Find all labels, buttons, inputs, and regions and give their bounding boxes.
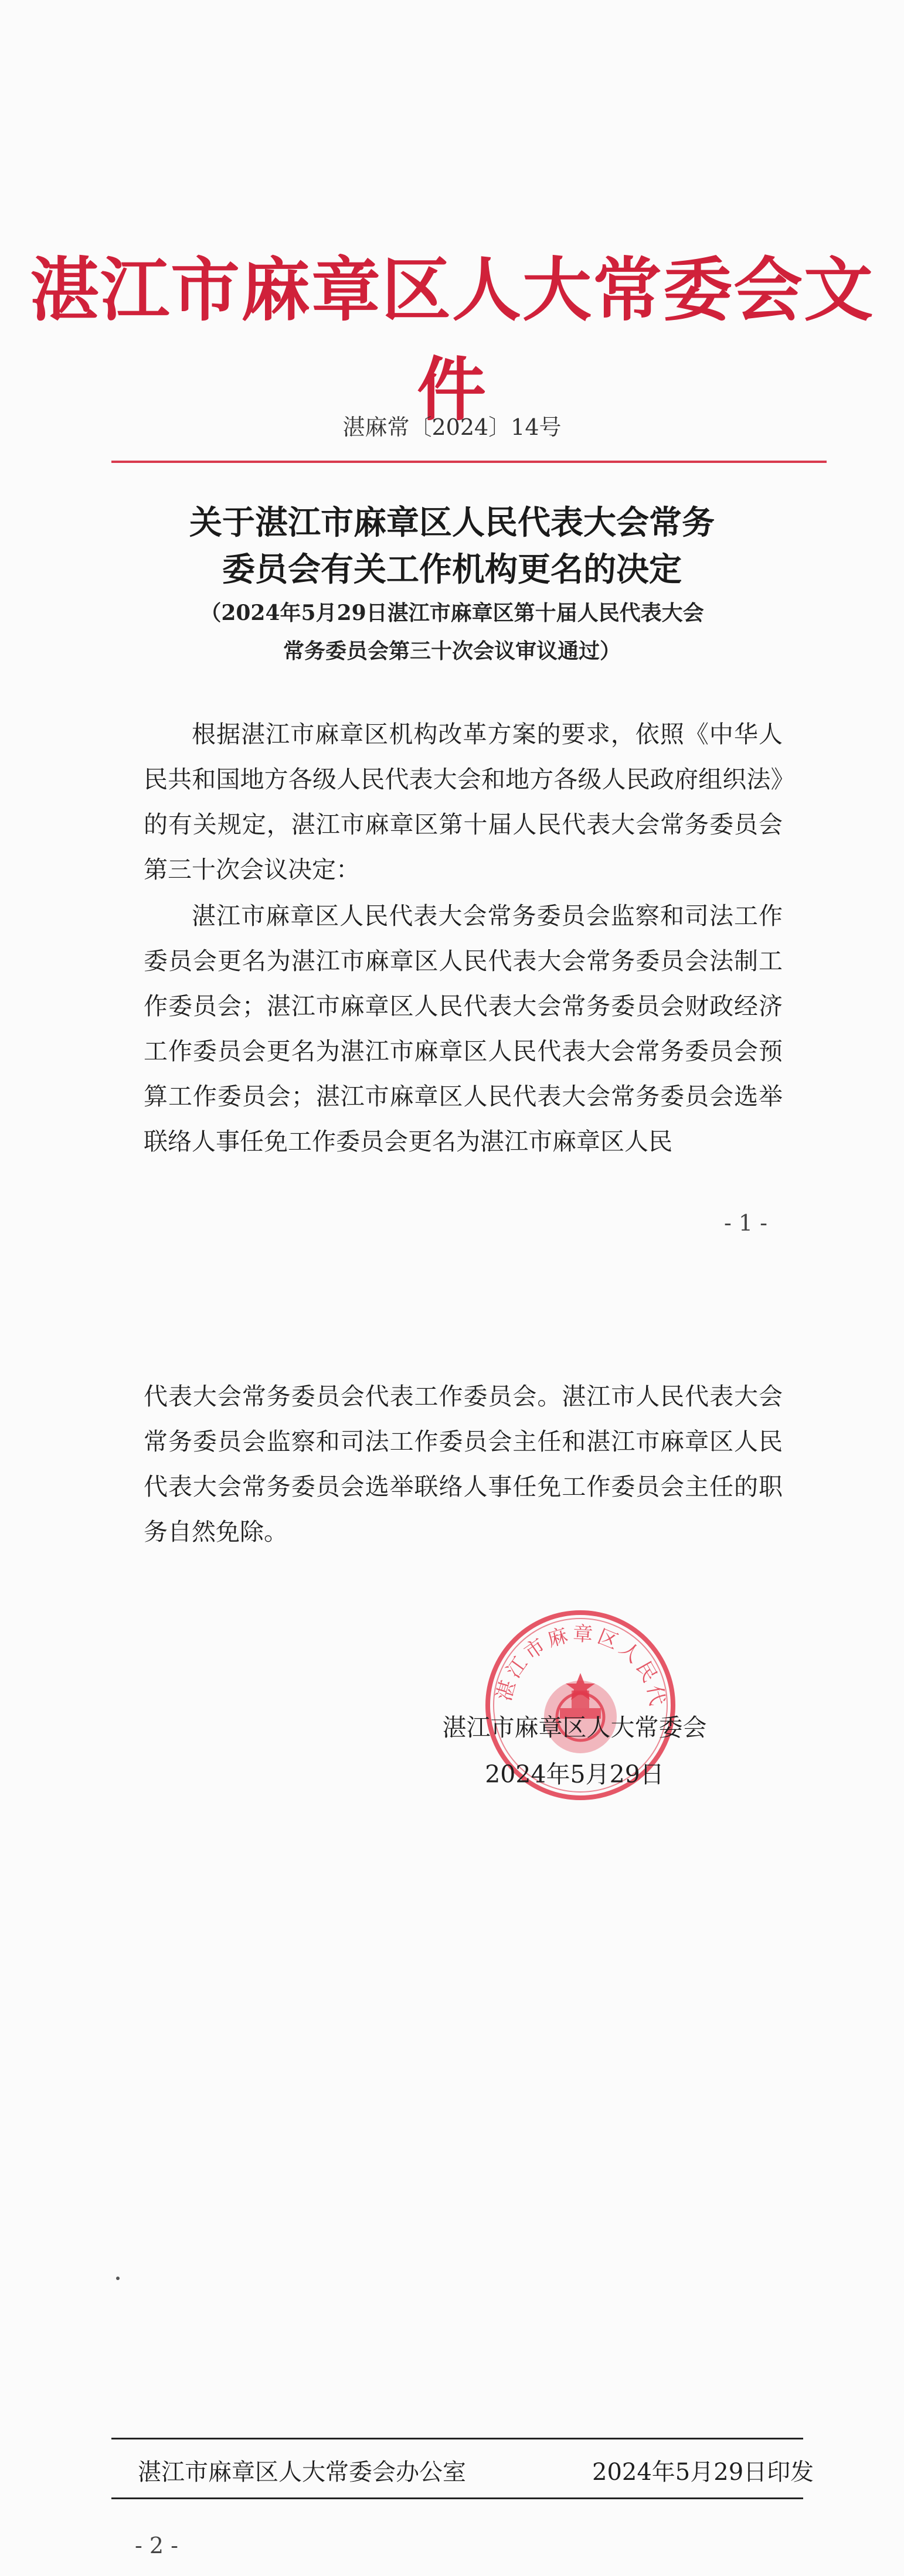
body-paragraph-2-continued: 代表大会常务委员会代表工作委员会。湛江市人民代表大会常务委员会监察和司法工作委员会主任和湛江市麻章区人民代表大会常务委员会选举联络人事任免工作委员会主任的职务自然免除。 (144, 1382, 783, 1546)
page-2 (0, 1275, 904, 2576)
page-number-1: - 1 - (724, 1210, 768, 1236)
page-1 (0, 0, 904, 1275)
signature-date: 2024年5月29日 (485, 1760, 664, 1788)
decision-title-line1: 关于湛江市麻章区人民代表大会常务 (189, 503, 715, 542)
decision-note-line2: 常务委员会第三十次会议审议通过） (283, 639, 621, 663)
scan-mark (116, 2277, 120, 2280)
document-header-title: 湛江市麻章区人大常委会文件 (29, 249, 874, 430)
decision-note-line1: （2024年5月29日湛江市麻章区第十届人民代表大会 (200, 601, 704, 625)
footer-bottom-rule (111, 2497, 803, 2499)
document-number: 湛麻常〔2024〕14号 (342, 414, 562, 440)
footer-issuer: 湛江市麻章区人大常委会办公室 (138, 2459, 466, 2486)
body-paragraph-1: 根据湛江市麻章区机构改革方案的要求，依照《中华人民共和国地方各级人民代表大会和地方各级人民政府组织法》的有关规定，湛江市麻章区第十届人民代表大会常务委员会第三十次会议决定： (144, 720, 783, 884)
footer-top-rule (111, 2438, 803, 2439)
decision-title-line2: 委员会有关工作机构更名的决定 (222, 550, 682, 589)
signature-organization: 湛江市麻章区人大常委会 (442, 1713, 707, 1742)
body-paragraph-2: 湛江市麻章区人民代表大会常务委员会监察和司法工作委员会更名为湛江市麻章区人民代表大会常务委员会法制工作委员会；湛江市麻章区人民代表大会常务委员会财政经济工作委员会更名为湛江市麻章区人民代表大会常务委员会预算工作委员会；湛江市麻章区人民代表大会常务委员会选举联络人事任免工作委员会更名为湛江市麻章区人民 (144, 902, 783, 1156)
footer-print-date: 2024年5月29日印发 (592, 2459, 814, 2486)
header-red-rule (111, 461, 827, 463)
svg-text:湛江市麻章区人民代表大会常务委员会: 湛江市麻章区人民代 (492, 1622, 670, 1711)
page-number-2: - 2 - (135, 2533, 179, 2558)
